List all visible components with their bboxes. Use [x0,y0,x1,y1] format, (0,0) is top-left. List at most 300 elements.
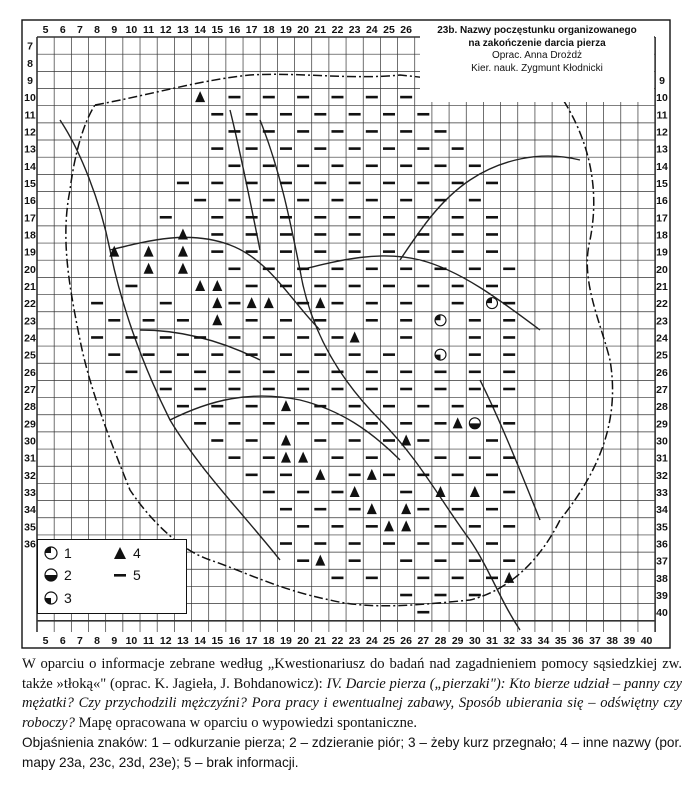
river-line [140,330,260,360]
caption-questions: IV. Darcie pierza („pierzaki"): Kto bierze udział – panny czy mężatki? Czy przychodzili mężczyźni? Pora pracy i ewentualnej zabawy, Sposób ubierania się – odświętny czy roboczy? [22,675,683,731]
column-label-bottom: 32 [503,635,516,647]
no-information-dash-icon [349,113,361,116]
row-label-left: 22 [24,298,36,311]
row-label-right: 23 [656,315,668,328]
no-information-dash-icon [297,559,309,562]
no-information-dash-icon [452,216,464,219]
no-information-dash-icon [469,456,481,459]
other-name-triangle-icon [504,572,514,583]
no-information-dash-icon [228,96,240,99]
column-label-bottom: 12 [159,635,172,647]
no-information-dash-icon [297,96,309,99]
column-label-bottom: 25 [383,635,395,647]
no-information-dash-icon [503,491,515,494]
no-information-dash-icon [246,439,258,442]
no-information-dash-icon [246,233,258,236]
column-label-bottom: 37 [589,635,601,647]
no-information-dash-icon [108,353,120,356]
no-information-dash-icon [383,285,395,288]
no-information-dash-icon [349,542,361,545]
row-label-left: 9 [27,74,33,87]
no-information-dash-icon [91,336,103,339]
no-information-dash-icon [314,439,326,442]
row-label-right: 14 [656,160,668,173]
no-information-dash-icon [125,285,137,288]
no-information-dash-icon [228,130,240,133]
row-label-left: 8 [27,57,33,70]
column-label-top: 22 [331,24,344,36]
no-information-dash-icon [434,130,446,133]
no-information-dash-icon [469,594,481,597]
no-information-dash-icon [503,525,515,528]
no-information-dash-icon [297,199,309,202]
no-information-dash-icon [228,336,240,339]
other-name-triangle-icon [281,434,291,445]
column-label-bottom: 10 [125,635,138,647]
no-information-dash-icon [211,113,223,116]
legend-label-4: 4 [133,545,141,561]
no-information-dash-icon [228,422,240,425]
no-information-dash-icon [211,216,223,219]
no-information-dash-icon [349,474,361,477]
no-information-dash-icon [263,491,275,494]
column-label-bottom: 20 [297,635,309,647]
no-information-dash-icon [194,336,206,339]
column-label-bottom: 13 [177,635,189,647]
other-name-triangle-icon [195,91,205,102]
no-information-dash-icon [486,508,498,511]
no-information-dash-icon [280,285,292,288]
column-label-top: 25 [383,24,395,36]
no-information-dash-icon [349,508,361,511]
row-label-right: 9 [659,74,665,87]
no-information-dash-icon [263,130,275,133]
legend-item-2 [44,567,72,583]
no-information-dash-icon [366,199,378,202]
no-information-dash-icon [366,164,378,167]
no-information-dash-icon [469,559,481,562]
no-information-dash-icon [211,439,223,442]
row-label-right: 27 [656,383,668,396]
no-information-dash-icon [314,405,326,408]
no-information-dash-icon [417,216,429,219]
no-information-dash-icon [331,96,343,99]
legend-item-1 [44,545,72,561]
no-information-dash-icon [228,267,240,270]
no-information-dash-icon [125,371,137,374]
no-information-dash-icon [314,542,326,545]
row-label-right: 16 [656,195,668,208]
no-information-dash-icon [434,164,446,167]
no-information-dash-icon [246,285,258,288]
no-information-dash-icon [400,130,412,133]
no-information-dash-icon [177,182,189,185]
no-information-dash-icon [331,491,343,494]
row-label-left: 32 [24,469,36,482]
row-label-right: 34 [656,504,668,517]
no-information-dash-icon [417,285,429,288]
no-information-dash-icon [331,422,343,425]
no-information-dash-icon [280,233,292,236]
no-information-dash-icon [314,233,326,236]
no-information-dash-icon [143,353,155,356]
legend-label-5: 5 [133,567,141,583]
no-information-dash-icon [469,525,481,528]
row-label-left: 21 [24,280,36,293]
no-information-dash-icon [280,508,292,511]
other-name-triangle-icon [178,246,188,257]
no-information-dash-icon [349,182,361,185]
no-information-dash-icon [366,130,378,133]
caption-method: Mapę opracowana w oparciu o wypowiedzi spontaniczne. [74,714,417,731]
no-information-dash-icon [400,559,412,562]
other-name-triangle-icon [453,417,463,428]
no-information-dash-icon [400,371,412,374]
row-label-right: 36 [656,538,668,551]
map-legend [37,539,187,614]
no-information-dash-icon [246,147,258,150]
row-label-left: 23 [24,315,36,328]
column-label-top: 12 [159,24,172,36]
no-information-dash-icon [452,405,464,408]
no-information-dash-icon [314,353,326,356]
column-label-top: 14 [194,24,206,36]
column-label-top: 24 [365,24,378,36]
triangle-symbol-icon [113,546,127,560]
dash-symbol-icon [113,568,127,582]
no-information-dash-icon [400,422,412,425]
no-information-dash-icon [383,405,395,408]
row-label-left: 14 [24,160,36,173]
no-information-dash-icon [263,371,275,374]
column-label-top: 8 [94,24,101,36]
no-information-dash-icon [452,542,464,545]
other-name-triangle-icon [367,503,377,514]
no-information-dash-icon [263,164,275,167]
row-label-right: 21 [656,280,668,293]
no-information-dash-icon [349,216,361,219]
no-information-dash-icon [383,233,395,236]
column-label-top: 21 [314,24,327,36]
no-information-dash-icon [211,233,223,236]
row-label-right: 31 [656,452,668,465]
row-label-right: 39 [656,590,668,603]
row-label-left: 24 [24,332,36,345]
no-information-dash-icon [417,508,429,511]
no-information-dash-icon [366,525,378,528]
no-information-dash-icon [143,319,155,322]
no-information-dash-icon [211,250,223,253]
no-information-dash-icon [400,199,412,202]
no-information-dash-icon [503,559,515,562]
no-information-dash-icon [297,422,309,425]
row-label-left: 20 [24,263,36,276]
column-label-top: 10 [125,24,138,36]
no-information-dash-icon [434,371,446,374]
no-information-dash-icon [486,405,498,408]
no-information-dash-icon [91,302,103,305]
no-information-dash-icon [331,199,343,202]
row-label-right: 10 [656,92,668,105]
column-label-top: 6 [59,24,66,36]
no-information-dash-icon [331,577,343,580]
no-information-dash-icon [469,267,481,270]
column-label-top: 23 [348,24,361,36]
no-information-dash-icon [400,594,412,597]
no-information-dash-icon [417,233,429,236]
no-information-dash-icon [246,216,258,219]
no-information-dash-icon [263,388,275,391]
no-information-dash-icon [503,456,515,459]
no-information-dash-icon [263,456,275,459]
no-information-dash-icon [228,302,240,305]
column-label-bottom: 11 [143,635,155,647]
kurz-symbol-icon [435,355,441,361]
caption-intro: W oparciu o informacje zebrane według „Kwestionariusz do badań nad zagadnieniem pomocy sąsiedzkiej zw. także »tłoką«" (oprac. K. Jagieła, J. Bohdanowicz): [22,656,682,692]
row-label-right: 38 [656,572,668,585]
no-information-dash-icon [434,199,446,202]
no-information-dash-icon [314,113,326,116]
row-label-left: 12 [24,126,36,139]
no-information-dash-icon [349,285,361,288]
no-information-dash-icon [314,147,326,150]
column-label-bottom: 15 [211,635,224,647]
row-label-right: 19 [656,246,668,259]
column-label-bottom: 33 [520,635,533,647]
no-information-dash-icon [486,542,498,545]
no-information-dash-icon [417,250,429,253]
column-label-bottom: 24 [365,635,378,647]
column-label-bottom: 5 [42,635,49,647]
no-information-dash-icon [194,388,206,391]
column-label-bottom: 26 [400,635,412,647]
row-label-left: 19 [24,246,36,259]
no-information-dash-icon [452,182,464,185]
row-label-left: 11 [24,109,36,122]
column-label-top: 16 [228,24,241,36]
row-label-left: 33 [24,487,36,500]
no-information-dash-icon [486,250,498,253]
no-information-dash-icon [434,559,446,562]
no-information-dash-icon [331,456,343,459]
no-information-dash-icon [280,216,292,219]
column-label-top: 5 [42,24,49,36]
no-information-dash-icon [297,388,309,391]
no-information-dash-icon [417,147,429,150]
other-name-triangle-icon [144,263,154,274]
no-information-dash-icon [452,577,464,580]
no-information-dash-icon [486,474,498,477]
no-information-dash-icon [263,267,275,270]
column-label-top: 17 [245,24,258,36]
no-information-dash-icon [246,474,258,477]
no-information-dash-icon [452,508,464,511]
row-label-right: 22 [656,298,668,311]
row-label-left: 29 [24,418,36,431]
no-information-dash-icon [417,577,429,580]
map-title-line1: 23b. Nazwy poczęstunku organizowanego [437,25,637,36]
no-information-dash-icon [160,216,172,219]
row-label-left: 30 [24,435,36,448]
no-information-dash-icon [228,456,240,459]
no-information-dash-icon [211,353,223,356]
row-label-left: 34 [24,504,36,517]
column-label-bottom: 38 [606,635,619,647]
other-name-triangle-icon [350,486,360,497]
no-information-dash-icon [503,267,515,270]
row-label-left: 13 [24,143,36,156]
row-label-right: 28 [656,401,668,414]
no-information-dash-icon [486,285,498,288]
no-information-dash-icon [503,319,515,322]
no-information-dash-icon [263,199,275,202]
column-label-top: 19 [280,24,292,36]
other-name-triangle-icon [247,297,257,308]
no-information-dash-icon [297,491,309,494]
no-information-dash-icon [211,182,223,185]
column-label-bottom: 7 [77,635,83,647]
no-information-dash-icon [469,353,481,356]
no-information-dash-icon [366,302,378,305]
column-label-top: 20 [297,24,309,36]
no-information-dash-icon [228,164,240,167]
no-information-dash-icon [314,508,326,511]
row-label-left: 17 [24,212,36,225]
legend-item-3 [44,590,72,606]
legend-item-4 [113,545,141,561]
other-name-triangle-icon [470,486,480,497]
column-label-top: 13 [177,24,189,36]
column-label-bottom: 21 [314,635,327,647]
no-information-dash-icon [452,474,464,477]
no-information-dash-icon [503,371,515,374]
column-label-bottom: 6 [59,635,66,647]
row-label-right: 26 [656,366,668,379]
no-information-dash-icon [366,422,378,425]
row-label-right: 40 [656,607,668,620]
no-information-dash-icon [486,233,498,236]
no-information-dash-icon [331,336,343,339]
row-label-right: 18 [656,229,668,242]
no-information-dash-icon [434,267,446,270]
row-label-right: 35 [656,521,668,534]
no-information-dash-icon [503,336,515,339]
no-information-dash-icon [486,216,498,219]
legend-label-1: 1 [64,545,72,561]
no-information-dash-icon [211,147,223,150]
three-quarter-circle-symbol-icon [44,591,58,605]
no-information-dash-icon [452,233,464,236]
no-information-dash-icon [314,182,326,185]
caption-paragraph-1 [22,655,682,733]
no-information-dash-icon [503,353,515,356]
no-information-dash-icon [160,388,172,391]
no-information-dash-icon [263,336,275,339]
column-label-bottom: 8 [94,635,101,647]
row-label-right: 11 [656,109,668,122]
river-line [300,256,540,330]
other-name-triangle-icon [315,555,325,566]
no-information-dash-icon [349,147,361,150]
no-information-dash-icon [331,388,343,391]
river-line [480,380,540,520]
column-label-bottom: 40 [640,635,653,647]
row-label-right: 25 [656,349,668,362]
no-information-dash-icon [211,405,223,408]
no-information-dash-icon [383,182,395,185]
row-label-left: 10 [24,92,36,105]
quarter-circle-symbol-icon [44,546,58,560]
no-information-dash-icon [383,542,395,545]
column-label-bottom: 39 [623,635,636,647]
no-information-dash-icon [297,302,309,305]
no-information-dash-icon [228,199,240,202]
row-label-left: 27 [24,383,36,396]
other-name-triangle-icon [212,280,222,291]
no-information-dash-icon [366,577,378,580]
other-name-triangle-icon [212,314,222,325]
odkurzanie-symbol-icon [487,298,493,304]
no-information-dash-icon [297,525,309,528]
no-information-dash-icon [280,182,292,185]
row-label-right: 20 [656,263,668,276]
other-name-triangle-icon [144,246,154,257]
other-name-triangle-icon [350,331,360,342]
no-information-dash-icon [400,267,412,270]
no-information-dash-icon [400,302,412,305]
no-information-dash-icon [434,456,446,459]
no-information-dash-icon [194,422,206,425]
no-information-dash-icon [469,388,481,391]
map-caption [22,655,682,772]
no-information-dash-icon [331,164,343,167]
other-name-triangle-icon [401,520,411,531]
other-name-triangle-icon [384,520,394,531]
row-label-left: 31 [24,452,36,465]
no-information-dash-icon [280,542,292,545]
no-information-dash-icon [417,113,429,116]
row-label-right: 13 [656,143,668,156]
column-label-top: 26 [400,24,412,36]
no-information-dash-icon [486,577,498,580]
no-information-dash-icon [263,96,275,99]
no-information-dash-icon [383,474,395,477]
no-information-dash-icon [434,525,446,528]
other-name-triangle-icon [401,434,411,445]
row-label-right: 32 [656,469,668,482]
no-information-dash-icon [366,319,378,322]
zdzieranie-symbol-icon [469,423,480,429]
no-information-dash-icon [246,250,258,253]
column-label-bottom: 36 [572,635,584,647]
no-information-dash-icon [400,491,412,494]
no-information-dash-icon [469,371,481,374]
row-label-left: 35 [24,521,36,534]
column-label-bottom: 16 [228,635,241,647]
column-label-bottom: 23 [348,635,361,647]
no-information-dash-icon [434,388,446,391]
row-label-right: 30 [656,435,668,448]
other-name-triangle-icon [367,469,377,480]
no-information-dash-icon [503,422,515,425]
no-information-dash-icon [434,594,446,597]
no-information-dash-icon [246,113,258,116]
no-information-dash-icon [383,353,395,356]
no-information-dash-icon [314,319,326,322]
no-information-dash-icon [314,216,326,219]
no-information-dash-icon [417,542,429,545]
other-name-triangle-icon [315,297,325,308]
